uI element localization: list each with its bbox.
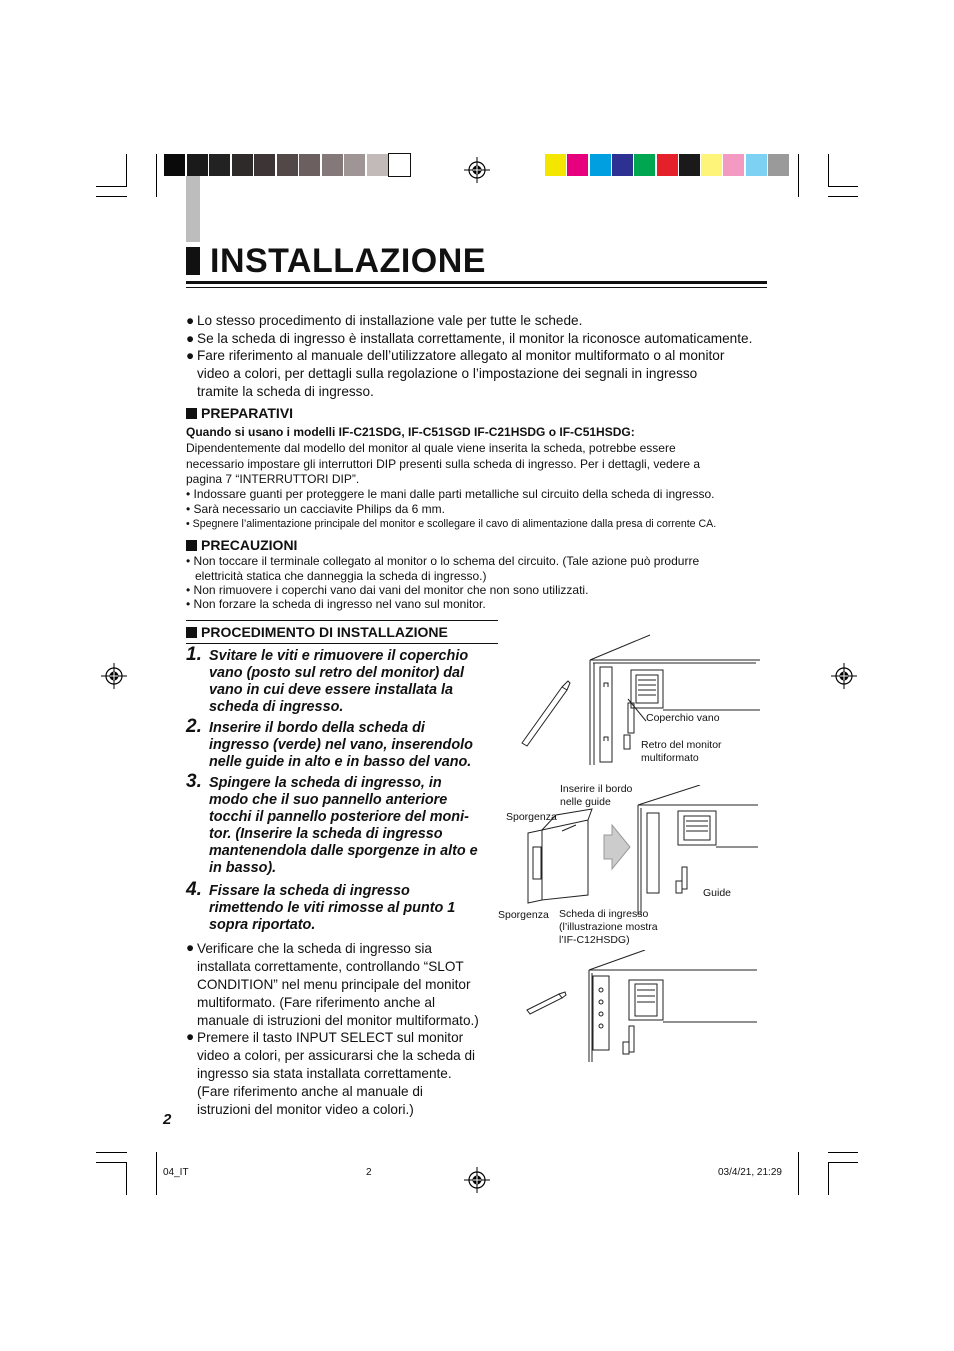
list-item: • Spegnere l’alimentazione principale del monitor e scollegare il cavo di alimentazione dalla presa di corrente CA. xyxy=(186,518,717,530)
figure-fix-card xyxy=(525,950,760,1065)
color-swatch xyxy=(634,154,655,176)
gray-swatch xyxy=(322,154,343,176)
list-item: ● Se la scheda di ingresso è installata correttamente, il monitor la riconosce automaticamente. xyxy=(186,331,753,346)
crop-mark xyxy=(96,1162,127,1163)
gray-swatch xyxy=(209,154,230,176)
crop-mark xyxy=(156,1152,157,1195)
crop-mark xyxy=(156,154,157,197)
step-number: 1. xyxy=(186,644,202,665)
list-item: video a colori, per dettagli sulla regolazione o l’impostazione dei segnali in ingresso xyxy=(197,366,698,381)
side-tab xyxy=(186,176,200,242)
list-item: • Sarà necessario un cacciavite Philips da 6 mm. xyxy=(186,502,445,516)
paragraph: necessario impostare gli interruttori DIP presenti sulla scheda di ingresso. Per i dettagli, vedere a xyxy=(186,457,701,471)
note-text: Verificare che la scheda di ingresso sia installata correttamente, controllando “SLOT CONDITION” nel menu principale del monitor multiformato. (Fare riferimento anche al manuale di istruzioni del monitor multiformato.) xyxy=(197,941,479,1028)
registration-mark-icon xyxy=(101,663,127,689)
gray-swatch xyxy=(164,154,185,176)
gray-swatch xyxy=(232,154,253,176)
section-rule xyxy=(186,643,498,644)
figure-label: Sporgenza xyxy=(498,909,549,921)
step-text: Svitare le viti e rimuovere il coperchio vano (posto sul retro del monitor) dal vano in cui deve essere installata la scheda di ingresso. xyxy=(209,648,469,715)
color-swatch xyxy=(723,154,744,176)
registration-mark-icon xyxy=(831,663,857,689)
paragraph: pagina 7 “INTERRUTTORI DIP”. xyxy=(186,472,360,486)
title-rule xyxy=(186,281,767,284)
footer-timestamp: 03/4/21, 21:29 xyxy=(718,1167,782,1178)
step-text: Fissare la scheda di ingresso rimettendo le viti rimosse al punto 1 sopra riportato. xyxy=(209,883,456,933)
step-number: 2. xyxy=(186,716,202,737)
color-swatch xyxy=(590,154,611,176)
section-heading-preparativi: PREPARATIVI xyxy=(186,405,293,421)
crop-mark xyxy=(828,1152,858,1153)
list-item: ● Lo stesso procedimento di installazione vale per tutte le schede. xyxy=(186,313,583,328)
color-swatch xyxy=(701,154,722,176)
color-swatch xyxy=(768,154,789,176)
gray-swatch xyxy=(254,154,275,176)
crop-mark xyxy=(828,1162,829,1195)
color-swatch xyxy=(567,154,588,176)
crop-mark xyxy=(828,1162,858,1163)
figure-remove-cover xyxy=(520,625,760,770)
crop-mark xyxy=(798,154,799,197)
figure-label: Guide xyxy=(703,887,732,899)
step-number: 3. xyxy=(186,771,202,792)
crop-mark xyxy=(96,196,127,197)
gray-swatch xyxy=(389,154,410,176)
color-swatch xyxy=(612,154,633,176)
crop-mark xyxy=(828,154,829,187)
list-item: elettricità statica che danneggia la scheda di ingresso.) xyxy=(195,569,487,583)
preparativi-subheading: Quando si usano i modelli IF-C21SDG, IF-C51SGD IF-C21HSDG o IF-C51HSDG: xyxy=(186,425,635,439)
color-swatch xyxy=(746,154,767,176)
gray-swatch xyxy=(299,154,320,176)
figure-label: Sporgenza xyxy=(506,811,557,823)
footer-file-id: 04_IT xyxy=(163,1167,189,1178)
figure-label: Retro del monitor multiformato xyxy=(641,739,722,764)
gray-swatch xyxy=(367,154,388,176)
section-heading-precauzioni: PRECAUZIONI xyxy=(186,537,297,553)
crop-mark xyxy=(126,154,127,187)
crop-mark xyxy=(96,186,127,187)
list-item: tramite la scheda di ingresso. xyxy=(197,384,374,399)
list-item: • Indossare guanti per proteggere le mani dalle parti metalliche sul circuito della scheda di ingresso. xyxy=(186,487,715,501)
list-item: • Non forzare la scheda di ingresso nel vano sul monitor. xyxy=(186,597,486,611)
gray-swatch xyxy=(277,154,298,176)
gray-swatch xyxy=(187,154,208,176)
step-text: Inserire il bordo della scheda di ingresso (verde) nel vano, inserendolo nelle guide in alto e in basso del vano. xyxy=(209,720,473,770)
title-rule xyxy=(186,287,767,288)
color-swatch xyxy=(545,154,566,176)
crop-mark xyxy=(828,186,858,187)
color-swatch xyxy=(679,154,700,176)
registration-mark-icon xyxy=(464,1167,490,1193)
step-text: Spingere la scheda di ingresso, in modo che il suo pannello anteriore tocchi il pannello posteriore del moni- tor. (Inserire la scheda di ingresso mantenendola dalle sporgenze in alto e in basso). xyxy=(209,775,478,876)
bullet-icon: ● xyxy=(186,1029,195,1044)
list-item: ● Fare riferimento al manuale dell’utilizzatore allegato al monitor multiformato o al monitor xyxy=(186,348,725,363)
paragraph: Dipendentemente dal modello del monitor al quale viene inserita la scheda, potrebbe essere xyxy=(186,441,676,455)
crop-mark xyxy=(828,196,858,197)
section-rule xyxy=(186,620,498,621)
list-item: • Non toccare il terminale collegato al monitor o lo schema del circuito. (Tale azione può produrre xyxy=(186,554,700,568)
note-text: Premere il tasto INPUT SELECT sul monitor video a colori, per assicurarsi che la scheda di ingresso sia stata installata correttamente. (Fare riferimento anche al manuale di istruzioni del monitor video a colori.) xyxy=(197,1030,476,1117)
figure-label: Inserire il bordo nelle guide xyxy=(560,783,633,808)
figure-label: Coperchio vano xyxy=(646,712,720,724)
bullet-icon: ● xyxy=(186,940,195,955)
crop-mark xyxy=(126,1162,127,1195)
crop-mark xyxy=(798,1152,799,1195)
figure-label: Scheda di ingresso (l’illustrazione mostra l’IF-C12HSDG) xyxy=(559,908,658,946)
crop-mark xyxy=(96,1152,127,1153)
page-number: 2 xyxy=(163,1111,172,1128)
page-title: INSTALLAZIONE xyxy=(210,242,486,280)
step-number: 4. xyxy=(186,879,202,900)
color-swatch xyxy=(657,154,678,176)
section-heading-procedimento: PROCEDIMENTO DI INSTALLAZIONE xyxy=(186,624,448,640)
gray-swatch xyxy=(344,154,365,176)
registration-mark-icon xyxy=(464,157,490,183)
list-item: • Non rimuovere i coperchi vano dai vani del monitor che non sono utilizzati. xyxy=(186,583,589,597)
footer-page: 2 xyxy=(366,1167,372,1178)
title-marker xyxy=(186,247,200,275)
